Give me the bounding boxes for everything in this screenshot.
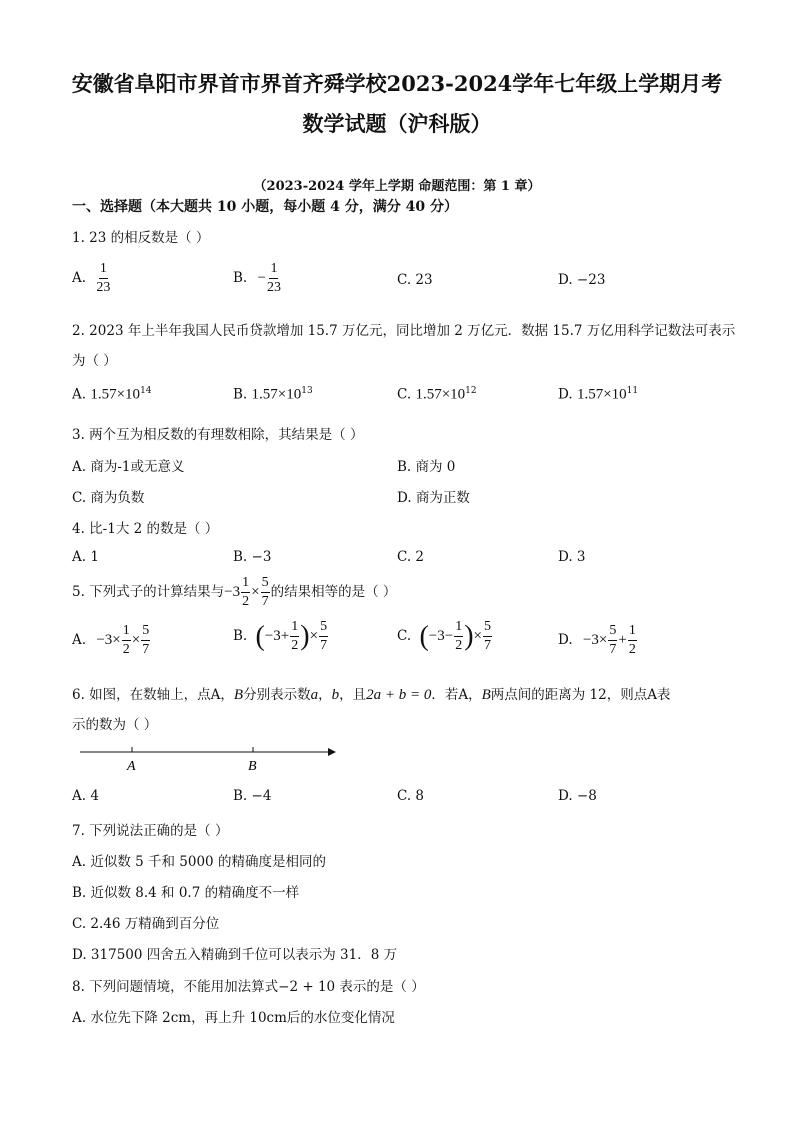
q5-option-c: C. (−3− $\frac{1}{2}$ )× $\frac{5}{7}$ — [397, 619, 491, 653]
q6-option-c: C. 8 — [397, 788, 425, 804]
exam-title-line1: 安徽省阜阳市界首市界首齐舜学校2023-2024学年七年级上学期月考 — [71, 71, 723, 96]
q4-option-c: C. 2 — [397, 549, 425, 565]
number-line-figure — [78, 740, 338, 776]
q5-option-a: A. −3× $\frac{1}{2}$ × $\frac{5}{7}$ — [72, 623, 150, 657]
q1-option-d: D. −23 — [558, 272, 606, 288]
q4-option-a: A. 1 — [72, 549, 99, 565]
q7-option-c: C. 2.46 万精确到百分位 — [72, 916, 220, 932]
question-6-stem-line1: 6. 如图，在数轴上，点A，B分别表示数a，b，且2a + b = 0．若A，B两点间的距离为 12，则点A表 — [72, 687, 671, 703]
q3-option-c: C. 商为负数 — [72, 490, 145, 506]
q5-option-b: B. (−3+ $\frac{1}{2}$ )× $\frac{5}{7}$ — [233, 619, 328, 653]
question-1-stem: 1. 23 的相反数是（ ） — [72, 230, 210, 246]
question-8-stem: 8. 下列问题情境，不能用加法算式−2 + 10 表示的是（ ） — [72, 979, 425, 995]
question-3-stem: 3. 两个互为相反数的有理数相除，其结果是（ ） — [72, 427, 364, 443]
question-4-stem: 4. 比-1大 2 的数是（ ） — [72, 521, 219, 537]
q2-option-b: B. $1.57\times 10^{13}$ — [233, 386, 313, 403]
section-heading: 一、选择题（本大题共 10 小题，每小题 4 分，满分 40 分） — [72, 199, 458, 215]
q2-option-c: C. $1.57\times 10^{12}$ — [397, 386, 477, 403]
q7-option-d: D. 317500 四舍五入精确到千位可以表示为 31．8 万 — [72, 947, 398, 963]
q3-option-b: B. 商为 0 — [397, 459, 456, 475]
q4-option-d: D. 3 — [558, 549, 586, 565]
exam-scope: （2023-2024 学年上学期 命题范围：第 1 章） — [253, 179, 541, 194]
q5-option-d: D. −3× $\frac{5}{7}$ + $\frac{1}{2}$ — [558, 623, 636, 657]
q8-option-a: A. 水位先下降 2cm，再上升 10cm后的水位变化情况 — [72, 1010, 395, 1026]
q1-option-a: A. $\frac{1}{23}$ — [72, 261, 111, 295]
q4-option-b: B. −3 — [233, 549, 272, 565]
q2-option-d: D. $1.57\times 10^{11}$ — [558, 386, 639, 403]
q6-option-d: D. −8 — [558, 788, 597, 804]
question-7-stem: 7. 下列说法正确的是（ ） — [72, 823, 229, 839]
point-label-b: B — [248, 759, 257, 774]
q6-option-b: B. −4 — [233, 788, 272, 804]
q1-option-c: C. 23 — [397, 272, 433, 288]
q1-option-b: B. − $\frac{1}{23}$ — [233, 261, 281, 295]
q3-option-a: A. 商为-1或无意义 — [72, 459, 185, 475]
exam-title-line2: 数学试题（沪科版） — [302, 111, 492, 136]
q7-option-a: A. 近似数 5 千和 5000 的精确度是相同的 — [72, 854, 326, 870]
number-line-arrow — [328, 748, 336, 756]
q2-option-a: A. $1.57\times 10^{14}$ — [72, 386, 152, 403]
q6-option-a: A. 4 — [72, 788, 99, 804]
question-5-stem: 5. 下列式子的计算结果与−3 $\frac{1}{2}$ × $\frac{5}{7}$ 的结果相等的是（ ） — [72, 575, 397, 609]
q7-option-b: B. 近似数 8.4 和 0.7 的精确度不一样 — [72, 885, 300, 901]
point-label-a: A — [127, 759, 136, 774]
q3-option-d: D. 商为正数 — [397, 490, 470, 506]
question-6-stem-line2: 示的数为（ ） — [72, 717, 158, 733]
question-2-stem-line1: 2. 2023 年上半年我国人民币贷款增加 15.7 万亿元，同比增加 2 万亿元．数据 15.7 万亿用科学记数法可表示 — [72, 323, 736, 339]
question-2-stem-line2: 为（ ） — [72, 353, 117, 369]
